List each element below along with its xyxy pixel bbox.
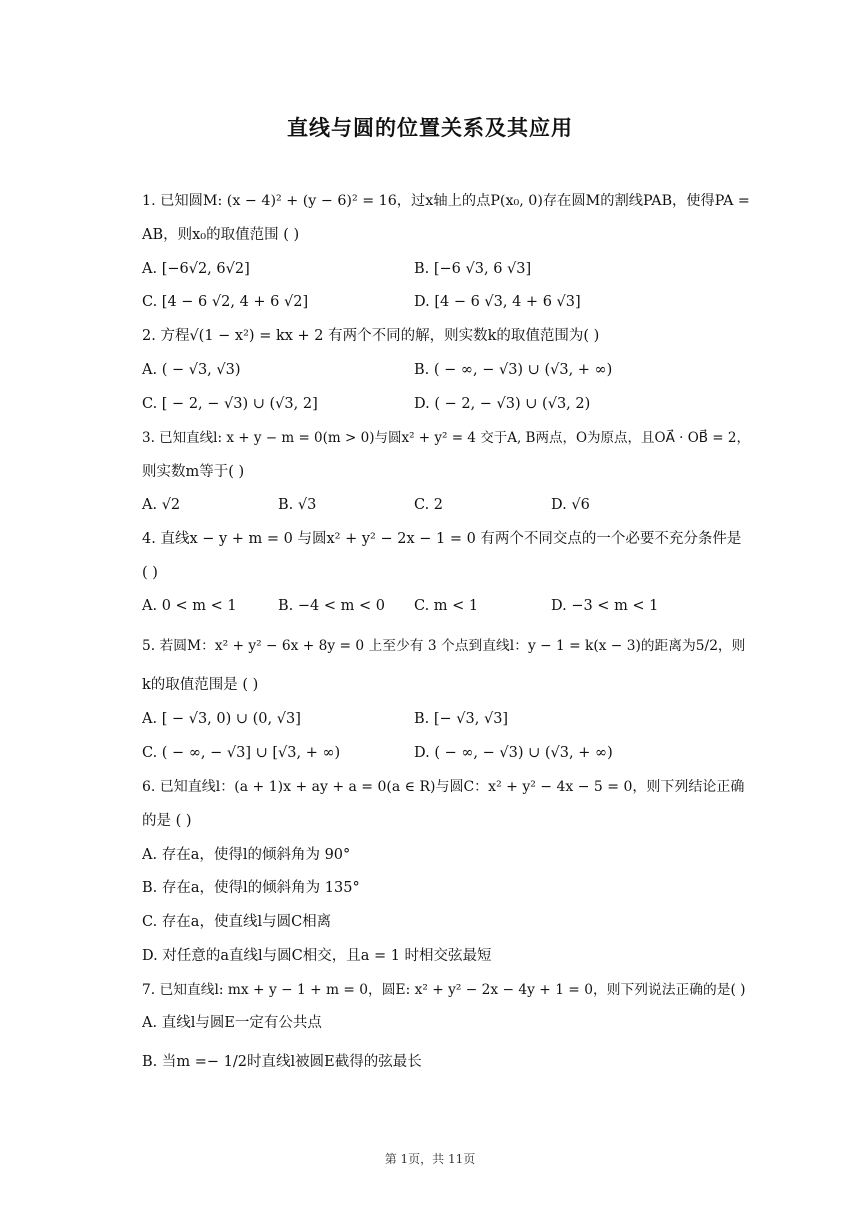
question-3-option-b: B. √3 bbox=[278, 497, 317, 513]
question-2-option-d: D. ( − 2, − √3) ∪ (√3, 2) bbox=[414, 396, 591, 412]
question-7-line-1: 7. 已知直线l: mx + y − 1 + m = 0，圆E: x² + y² − 2x − 4y + 1 = 0，则下列说法正确的是( ) bbox=[142, 982, 746, 998]
question-5-line-1: 5. 若圆M：x² + y² − 6x + 8y = 0 上至少有 3 个点到直线l：y − 1 = k(x − 3)的距离为5/2，则 bbox=[142, 638, 746, 654]
question-5-line-2: k的取值范围是 ( ) bbox=[142, 677, 259, 693]
question-1-line-1: 1. 已知圆M: (x − 4)² + (y − 6)² = 16，过x轴上的点P(x₀, 0)存在圆M的割线PAB，使得PA = bbox=[142, 193, 750, 209]
question-5-option-d: D. ( − ∞, − √3) ∪ (√3, + ∞) bbox=[414, 745, 613, 761]
question-4-option-d: D. −3 < m < 1 bbox=[551, 598, 659, 614]
question-6-option-a: A. 存在a，使得l的倾斜角为 90° bbox=[142, 847, 351, 863]
question-4-option-c: C. m < 1 bbox=[414, 598, 479, 614]
question-4-line-2: ( ) bbox=[142, 565, 158, 581]
question-6-option-c: C. 存在a，使直线l与圆C相离 bbox=[142, 914, 332, 930]
question-1-line-2: AB，则x₀的取值范围 ( ) bbox=[142, 227, 300, 243]
page-footer: 第 1页，共 11页 bbox=[384, 1152, 476, 1166]
question-6-line-1: 6. 已知直线l：(a + 1)x + ay + a = 0(a ∈ R)与圆C：x² + y² − 4x − 5 = 0，则下列结论正确 bbox=[142, 779, 745, 795]
question-3-line-1: 3. 已知直线l: x + y − m = 0(m > 0)与圆x² + y² = 4 交于A, B两点，O为原点，且OA⃗ · OB⃗ = 2， bbox=[142, 430, 751, 446]
question-4-option-b: B. −4 < m < 0 bbox=[278, 598, 385, 614]
question-1-option-a: A. [−6√2, 6√2] bbox=[142, 261, 250, 277]
page-title: 直线与圆的位置关系及其应用 bbox=[287, 116, 573, 140]
question-1-option-c: C. [4 − 6 √2, 4 + 6 √2] bbox=[142, 294, 309, 310]
question-1-option-b: B. [−6 √3, 6 √3] bbox=[414, 261, 532, 277]
question-7-option-b: B. 当m =− 1/2时直线l被圆E截得的弦最长 bbox=[142, 1054, 422, 1070]
question-3-option-c: C. 2 bbox=[414, 497, 444, 513]
question-2-option-b: B. ( − ∞, − √3) ∪ (√3, + ∞) bbox=[414, 362, 613, 378]
question-5-option-a: A. [ − √3, 0) ∪ (0, √3] bbox=[142, 711, 301, 727]
question-4-option-a: A. 0 < m < 1 bbox=[142, 598, 237, 614]
question-7-option-a: A. 直线l与圆E一定有公共点 bbox=[142, 1015, 322, 1031]
question-3-line-2: 则实数m等于( ) bbox=[142, 464, 245, 480]
question-3-option-a: A. √2 bbox=[142, 497, 181, 513]
question-4-line-1: 4. 直线x − y + m = 0 与圆x² + y² − 2x − 1 = 0 有两个不同交点的一个必要不充分条件是 bbox=[142, 531, 742, 547]
question-2-option-c: C. [ − 2, − √3) ∪ (√3, 2] bbox=[142, 396, 318, 412]
question-6-option-d: D. 对任意的a直线l与圆C相交，且a = 1 时相交弦最短 bbox=[142, 948, 492, 964]
question-5-option-b: B. [− √3, √3] bbox=[414, 711, 509, 727]
question-3-option-d: D. √6 bbox=[551, 497, 590, 513]
question-6-option-b: B. 存在a，使得l的倾斜角为 135° bbox=[142, 880, 360, 896]
question-5-option-c: C. ( − ∞, − √3] ∪ [√3, + ∞) bbox=[142, 745, 341, 761]
question-1-option-d: D. [4 − 6 √3, 4 + 6 √3] bbox=[414, 294, 581, 310]
question-2-option-a: A. ( − √3, √3) bbox=[142, 362, 241, 378]
question-2-line-1: 2. 方程√(1 − x²) = kx + 2 有两个不同的解，则实数k的取值范围为( ) bbox=[142, 328, 600, 344]
question-6-line-2: 的是 ( ) bbox=[142, 813, 192, 829]
